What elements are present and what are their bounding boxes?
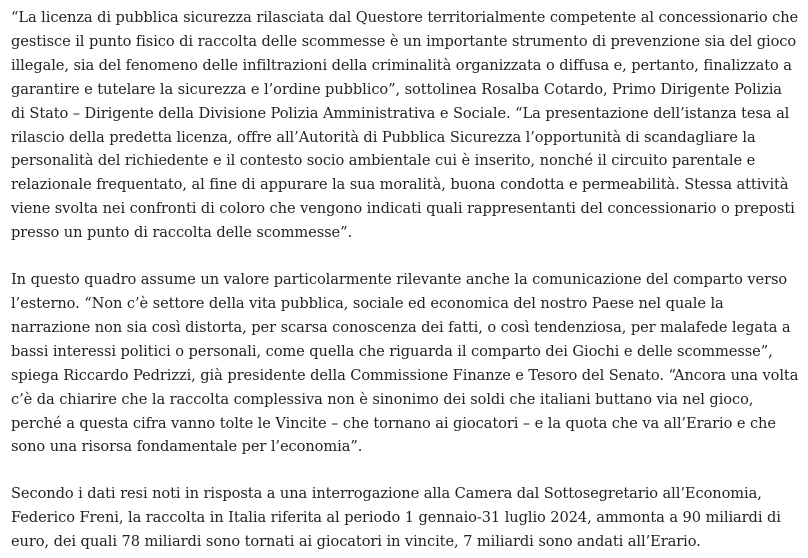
paragraph-comunicazione: In questo quadro assume un valore particolarmente rilevante anche la comunicazione del comparto verso l’esterno. “Non c’è settore della vita pubblica, sociale ed economica del nostro Paese nel quale la narrazione non sia così distorta, per scarsa conoscenza dei fatti, o così tendenziosa, per malafede legata a bassi interessi politici o personali, come quella che riguarda il comparto dei Giochi e delle scommesse”, spiega Riccardo Pedrizzi, già presidente della Commissione Finanze e Tesoro del Senato. “Ancora una volta c’è da chiarire che la raccolta complessiva non è sinonimo dei soldi che italiani buttano via nel gioco, perché a questa cifra vanno tolte le Vincite – che tornano ai giocatori – e la quota che va all’Erario e che sono una risorsa fondamentale per l’economia”. bbox=[11, 271, 799, 456]
paragraph-dati-raccolta: Secondo i dati resi noti in risposta a una interrogazione alla Camera dal Sottosegretario all’Economia, Federico Freni, la raccolta in Italia riferita al periodo 1 gennaio-31 luglio 2024, ammonta a 90 miliardi di euro, dei quali 78 miliardi sono tornati ai giocatori in vincite, 7 miliardi sono andati all’Erario. bbox=[11, 485, 781, 551]
paragraph-licenza: “La licenza di pubblica sicurezza rilasciata dal Questore territorialmente competente al concessionario che gestisce il punto fisico di raccolta delle scommesse è un importante strumento di prevenzione sia del gioco illegale, sia del fenomeno delle infiltrazioni della criminalità organizzata o diffusa e, pertanto, finalizzato a garantire e tutelare la sicurezza e l’ordine pubblico”, sottolinea Rosalba Cotardo, Primo Dirigente Polizia di Stato – Dirigente della Divisione Polizia Amministrativa e Sociale. “La presentazione dell’istanza tesa al rilascio della predetta licenza, offre all’Autorità di Pubblica Sicurezza l’opportunità di scandagliare la personalità del richiedente e il contesto socio ambientale cui è inserito, nonché il circuito parentale e relazionale frequentato, al fine di appurare la sua moralità, buona condotta e permeabilità. Stessa attività viene svolta nei confronti di coloro che vengono indicati quali rappresentanti del concessionario o preposti presso un punto di raccolta delle scommesse”. bbox=[11, 9, 799, 242]
